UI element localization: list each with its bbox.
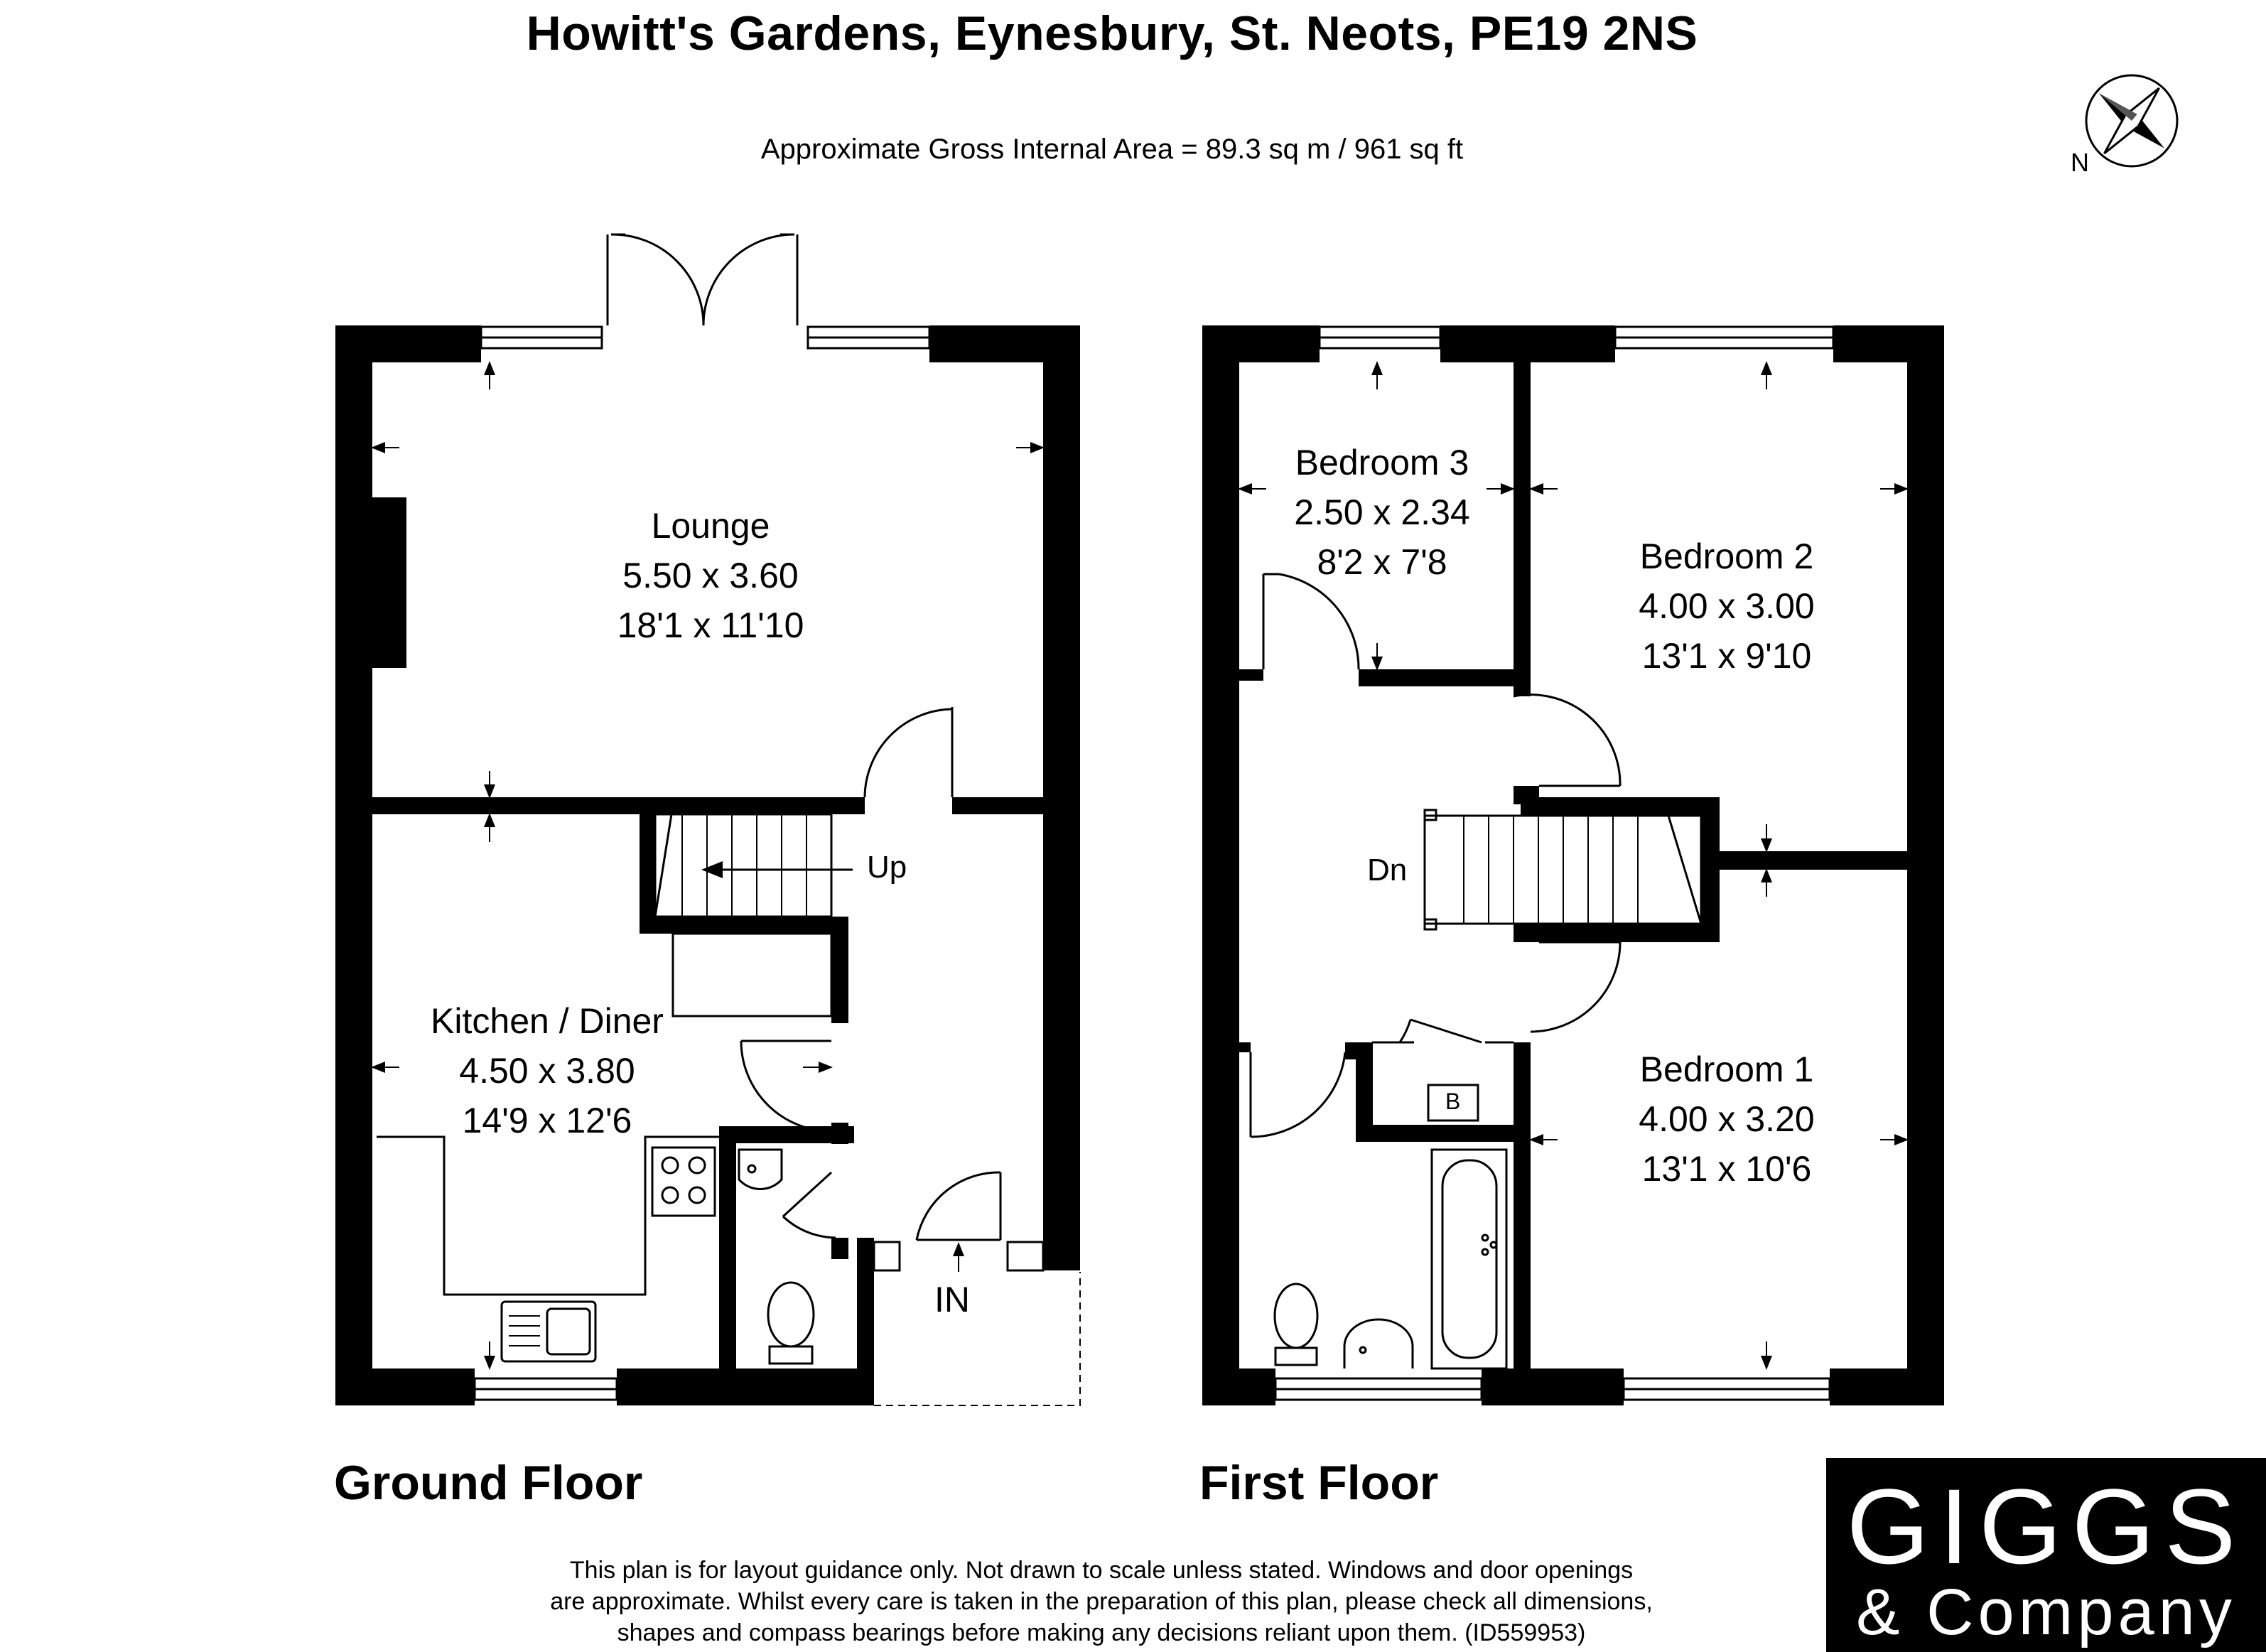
room-metric: 4.00 x 3.20 bbox=[1639, 1099, 1815, 1139]
room-name: Bedroom 2 bbox=[1639, 536, 1814, 576]
logo-line-1: GIGGS bbox=[1846, 1467, 2246, 1586]
compass-icon bbox=[2071, 60, 2191, 180]
room-metric: 2.50 x 2.34 bbox=[1294, 492, 1470, 532]
room-metric: 4.00 x 3.00 bbox=[1639, 586, 1815, 626]
room-imperial: 13'1 x 10'6 bbox=[1641, 1149, 1812, 1189]
room-metric: 4.50 x 3.80 bbox=[459, 1051, 635, 1091]
room-name: Bedroom 3 bbox=[1295, 443, 1469, 482]
compass-north-label: N bbox=[2071, 148, 2089, 177]
room-label-bedroom-1 bbox=[1577, 1044, 1876, 1194]
company-logo bbox=[1826, 1458, 2266, 1652]
room-imperial: 18'1 x 11'10 bbox=[617, 605, 804, 645]
room-label-bedroom-3 bbox=[1251, 438, 1514, 587]
room-imperial: 13'1 x 9'10 bbox=[1641, 636, 1812, 676]
stairs-down-label: Dn bbox=[1367, 853, 1408, 887]
logo-line-2: & Company bbox=[1856, 1576, 2236, 1648]
ground-floor-label: Ground Floor bbox=[334, 1456, 643, 1510]
room-name: Bedroom 1 bbox=[1639, 1049, 1814, 1089]
first-floor-label: First Floor bbox=[1199, 1456, 1439, 1510]
stairs-up-label: Up bbox=[867, 850, 907, 885]
boiler-label: B bbox=[1445, 1089, 1461, 1114]
room-label-kitchen-diner bbox=[398, 996, 696, 1145]
room-metric: 5.50 x 3.60 bbox=[622, 556, 799, 595]
disclaimer-line: shapes and compass bearings before making any decisions reliant upon them. (ID559953) bbox=[617, 1619, 1586, 1646]
entrance-label: IN bbox=[934, 1280, 970, 1319]
plan-title: Howitt's Gardens, Eynesbury, St. Neots, PE19 2NS bbox=[526, 6, 1698, 60]
room-name: Kitchen / Diner bbox=[431, 1001, 664, 1041]
room-imperial: 8'2 x 7'8 bbox=[1317, 542, 1447, 582]
disclaimer bbox=[426, 1555, 1776, 1648]
disclaimer-line: are approximate. Whilst every care is taken in the preparation of this plan, please check all dimensions, bbox=[550, 1588, 1653, 1615]
room-label-lounge bbox=[568, 501, 853, 650]
disclaimer-line: This plan is for layout guidance only. Not drawn to scale unless stated. Windows and door openings bbox=[569, 1557, 1634, 1584]
room-name: Lounge bbox=[651, 506, 770, 546]
room-label-bedroom-2 bbox=[1577, 531, 1876, 681]
gross-internal-area: Approximate Gross Internal Area = 89.3 sq m / 961 sq ft bbox=[760, 134, 1464, 165]
room-imperial: 14'9 x 12'6 bbox=[462, 1101, 632, 1140]
